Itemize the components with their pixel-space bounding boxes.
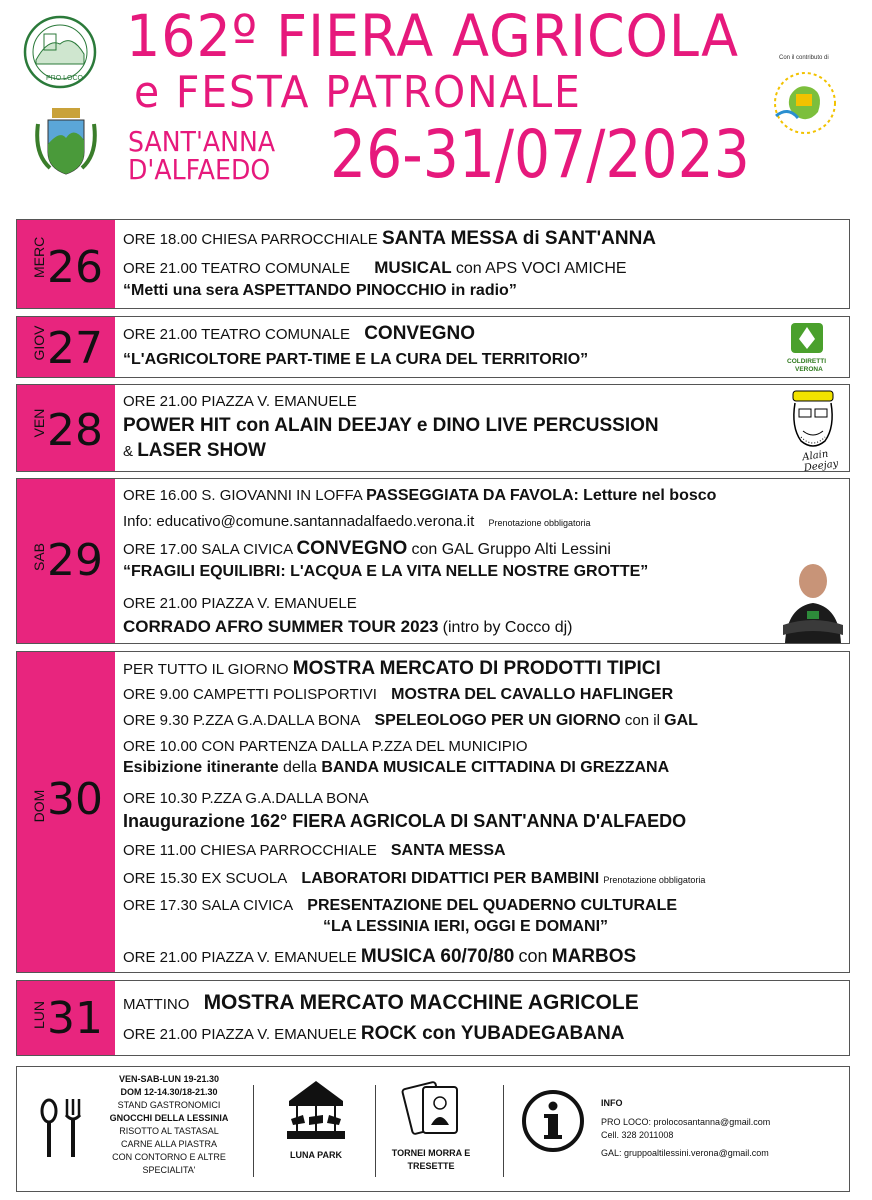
food-stand-info <box>89 1073 249 1177</box>
place-name <box>128 125 276 186</box>
event-dates: 26-31/07/2023 <box>330 116 750 193</box>
playing-cards-icon <box>401 1079 463 1139</box>
event-line <box>123 323 475 345</box>
event-time-place: ORE 21.00 TEATRO COMUNALE <box>123 260 351 277</box>
info-gal: GAL: gruppoaltilessini.verona@gmail.com <box>601 1148 769 1158</box>
booking-note: Prenotazione obbligatoria <box>603 875 706 885</box>
event-detail: con il <box>624 712 660 729</box>
info-title: INFO <box>601 1098 623 1108</box>
event-line <box>123 228 656 250</box>
day-of-week: SAB <box>31 543 47 572</box>
tournaments-line: TORNEI MORRA E <box>391 1148 471 1158</box>
gal-logo <box>768 66 842 140</box>
day-of-week: LUN <box>31 1001 47 1030</box>
event-title: CONVEGNO <box>364 323 476 344</box>
footer-services <box>16 1066 850 1192</box>
artist-photo <box>779 559 847 643</box>
event-detail: & <box>123 443 134 460</box>
event-title: SANTA MESSA <box>390 842 506 859</box>
day-block-30 <box>16 651 850 973</box>
day-of-week: MERC <box>31 236 47 278</box>
day-side <box>17 652 115 972</box>
event-subtitle: “L'AGRICOLTORE PART-TIME E LA CURA DEL TERRITORIO” <box>123 351 589 368</box>
day-side <box>17 220 115 308</box>
event-detail: con APS VOCI AMICHE <box>455 260 627 277</box>
luna-park-label: LUNA PARK <box>290 1150 342 1160</box>
hours-sunday: DOM 12-14.30/18-21.30 <box>120 1087 218 1097</box>
coldiretti-logo <box>787 321 827 375</box>
info-icon <box>521 1089 585 1153</box>
event-title: PRESENTAZIONE DEL QUADERNO CULTURALE <box>307 897 678 914</box>
event-time-place: PER TUTTO IL GIORNO <box>123 661 289 678</box>
event-line <box>123 1023 624 1045</box>
event-title: Esibizione itinerante <box>123 759 279 776</box>
info-block <box>601 1097 770 1160</box>
stand-dish: GNOCCHI DELLA LESSINIA <box>109 1113 229 1123</box>
place-line-1: SANT'ANNA <box>128 125 276 158</box>
event-title: CONVEGNO <box>296 538 408 559</box>
carousel-icon <box>285 1079 347 1145</box>
event-title: Inaugurazione 162° FIERA AGRICOLA DI SANT'ANNA D'ALFAEDO <box>123 811 687 831</box>
day-of-week: VEN <box>31 408 47 438</box>
event-time-place: ORE 21.00 PIAZZA V. EMANUELE <box>123 393 357 410</box>
municipal-crest-icon <box>30 104 102 184</box>
day-block-31 <box>16 980 850 1056</box>
page-subtitle: e FESTA PATRONALE <box>134 67 582 118</box>
day-number: 31 <box>47 993 103 1044</box>
event-line <box>123 538 611 560</box>
divider <box>253 1085 254 1177</box>
event-title: MUSICAL <box>374 258 452 277</box>
event-time-place: ORE 9.00 CAMPETTI POLISPORTIVI <box>123 686 377 703</box>
event-time-place: ORE 21.00 PIAZZA V. EMANUELE <box>123 949 357 966</box>
event-line <box>123 440 266 462</box>
event-title: MOSTRA MERCATO MACCHINE AGRICOLE <box>203 991 639 1014</box>
event-time-place: ORE 9.30 P.ZZA G.A.DALLA BONA <box>123 712 361 729</box>
event-line <box>123 487 716 505</box>
day-side <box>17 385 115 471</box>
day-number: 27 <box>47 323 103 374</box>
event-time-place: ORE 15.30 EX SCUOLA <box>123 870 288 887</box>
day-side <box>17 981 115 1055</box>
event-time-place: ORE 11.00 CHIESA PARROCCHIALE <box>123 842 377 859</box>
day-block-28 <box>16 384 850 475</box>
event-line <box>123 897 677 915</box>
info-phone: Cell. 328 2011008 <box>601 1130 674 1140</box>
place-line-2: D'ALFAEDO <box>128 153 271 186</box>
day-block-27 <box>16 316 850 378</box>
day-block-26 <box>16 219 850 309</box>
stand-dish: CON CONTORNO E ALTRE <box>112 1152 226 1162</box>
event-title: ROCK con YUBADEGABANA <box>360 1023 625 1044</box>
contribution-label: Con il contributo di <box>779 55 829 61</box>
event-title: MARBOS <box>551 946 637 967</box>
day-side <box>17 317 115 377</box>
event-line <box>123 658 661 680</box>
event-time-place: ORE 17.00 SALA CIVICA <box>123 541 293 558</box>
day-number: 26 <box>47 242 103 293</box>
stand-dish: RISOTTO AL TASTASAL <box>119 1126 219 1136</box>
event-detail: GAL <box>664 712 698 729</box>
event-line <box>123 870 705 888</box>
event-title: SANTA MESSA di SANT'ANNA <box>381 228 657 249</box>
event-line <box>123 712 698 730</box>
event-time-place: ORE 21.00 TEATRO COMUNALE <box>123 326 351 343</box>
event-line <box>123 513 591 530</box>
event-time-place: ORE 10.00 CON PARTENZA DALLA P.ZZA DEL MUNICIPIO <box>123 738 528 755</box>
event-line <box>123 842 506 860</box>
event-time-place: ORE 10.30 P.ZZA G.A.DALLA BONA <box>123 790 369 807</box>
stand-title: STAND GASTRONOMICI <box>117 1100 221 1110</box>
event-title: MUSICA 60/70/80 <box>360 946 515 967</box>
cutlery-icon <box>37 1097 85 1159</box>
event-detail: Letture nel bosco <box>583 487 717 504</box>
tournaments-label <box>383 1147 479 1173</box>
event-title: POWER HIT con ALAIN DEEJAY e DINO LIVE PERCUSSION <box>123 415 659 436</box>
event-title: CORRADO AFRO SUMMER TOUR 2023 <box>123 617 439 636</box>
event-detail: con GAL Gruppo Alti Lessini <box>411 541 611 558</box>
event-time-place: ORE 17.30 SALA CIVICA <box>123 897 294 914</box>
event-title: LABORATORI DIDATTICI PER BAMBINI <box>301 870 600 887</box>
dj-sketch-caption: Alain Deejay <box>801 448 839 475</box>
event-line <box>123 617 572 637</box>
event-title: PASSEGGIATA DA FAVOLA: <box>366 487 579 504</box>
stand-dish: CARNE ALLA PIASTRA <box>120 1139 218 1149</box>
day-number: 30 <box>47 774 103 825</box>
event-line <box>123 946 636 968</box>
day-of-week: GIOV <box>31 325 47 361</box>
event-title: MOSTRA MERCATO DI PRODOTTI TIPICI <box>292 658 661 679</box>
hours-weekdays: VEN-SAB-LUN 19-21.30 <box>118 1074 220 1084</box>
event-time-place: ORE 21.00 PIAZZA V. EMANUELE <box>123 595 357 612</box>
day-number: 29 <box>47 535 103 586</box>
proloco-logo <box>22 14 98 90</box>
event-subtitle: “FRAGILI EQUILIBRI: L'ACQUA E LA VITA NELLE NOSTRE GROTTE” <box>123 563 649 580</box>
event-time-place: ORE 21.00 PIAZZA V. EMANUELE <box>123 1026 357 1043</box>
event-subtitle: “Metti una sera ASPETTANDO PINOCCHIO in radio” <box>123 282 517 299</box>
event-time-place: ORE 16.00 S. GIOVANNI IN LOFFA <box>123 487 362 504</box>
event-time-place: ORE 18.00 CHIESA PARROCCHIALE <box>123 231 378 248</box>
svg-text:COLDIRETTI: COLDIRETTI <box>787 358 826 365</box>
day-of-week: DOM <box>31 789 47 823</box>
stand-dish: SPECIALITA' <box>142 1165 196 1175</box>
event-title: LASER SHOW <box>137 440 266 461</box>
event-detail: con <box>518 946 548 966</box>
page-title: 162º FIERA AGRICOLA <box>126 2 739 70</box>
event-title: SPELEOLOGO PER UN GIORNO <box>374 712 621 729</box>
event-detail: (intro by Cocco dj) <box>442 619 573 636</box>
event-title: MOSTRA DEL CAVALLO HAFLINGER <box>391 686 674 703</box>
event-subtitle: “LA LESSINIA IERI, OGGI E DOMANI” <box>323 918 609 935</box>
event-line <box>123 759 669 777</box>
event-detail: della <box>283 759 317 776</box>
info-proloco: PRO LOCO: prolocosantanna@gmail.com <box>601 1117 771 1127</box>
event-time-place: MATTINO <box>123 996 190 1013</box>
svg-text:PRO LOCO: PRO LOCO <box>46 75 83 82</box>
booking-note: Prenotazione obbligatoria <box>488 518 591 528</box>
event-line <box>123 991 639 1015</box>
day-number: 28 <box>47 405 103 456</box>
contact-email: Info: educativo@comune.santannadalfaedo.verona.it <box>123 513 475 530</box>
day-block-29 <box>16 478 850 644</box>
divider <box>503 1085 504 1177</box>
event-line <box>123 686 673 704</box>
day-side <box>17 479 115 643</box>
tournaments-line: TRESETTE <box>407 1161 455 1171</box>
divider <box>375 1085 376 1177</box>
event-line <box>123 258 627 278</box>
event-title: BANDA MUSICALE CITTADINA DI GREZZANA <box>321 759 670 776</box>
svg-text:VERONA: VERONA <box>795 366 823 373</box>
